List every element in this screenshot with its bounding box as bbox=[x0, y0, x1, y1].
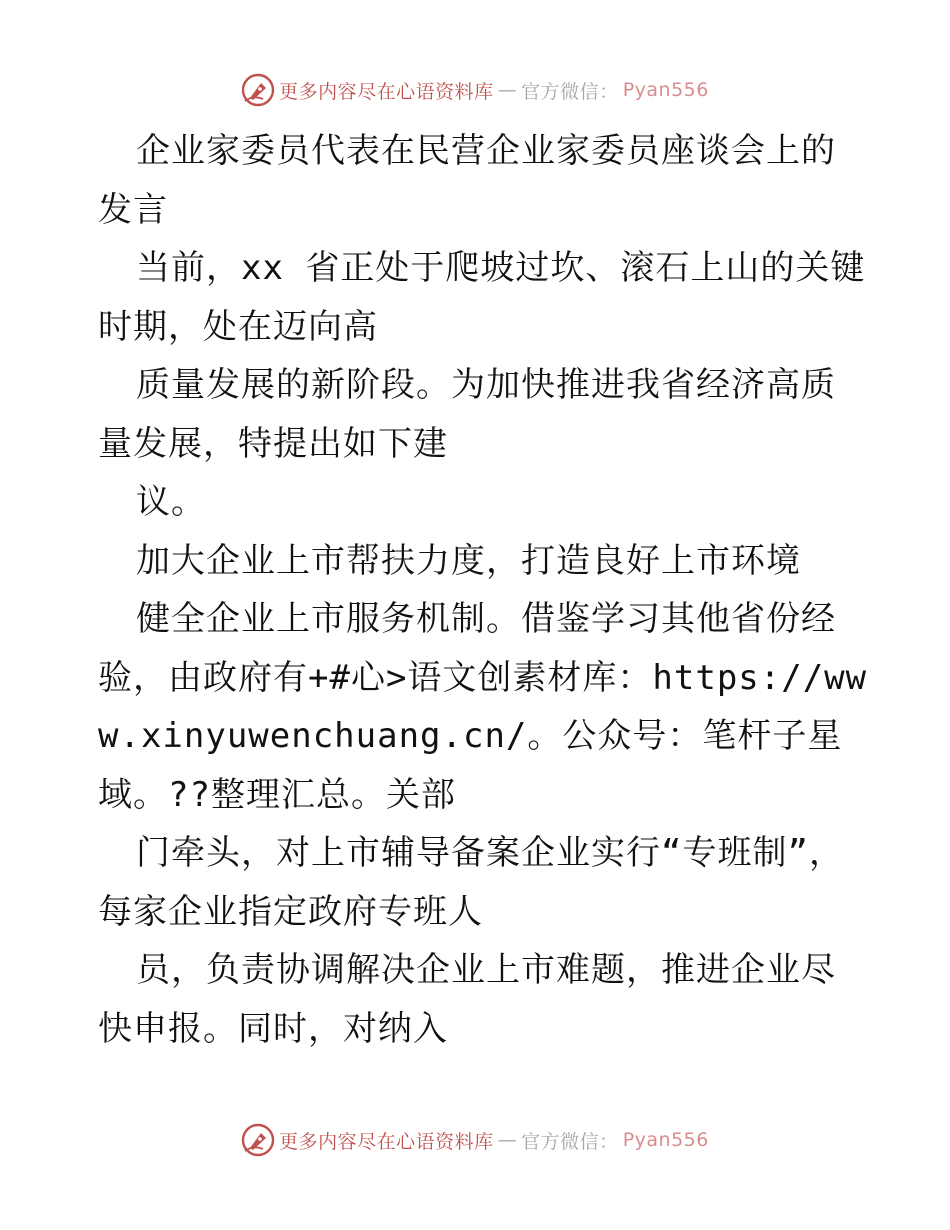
watermark-brand: 更多内容尽在心语资料库 bbox=[279, 80, 494, 103]
watermark-brand: 更多内容尽在心语资料库 bbox=[279, 1130, 494, 1153]
paragraph: 健全企业上市服务机制。借鉴学习其他省份经验，由政府有+#心>语文创素材库：https://www.xinyuwenchuang.cn/。公众号：笔杆子星域。??整理汇总。关部 bbox=[98, 599, 868, 815]
pen-nib-logo-icon bbox=[241, 73, 275, 107]
header-watermark bbox=[0, 72, 950, 108]
pen-nib-logo-icon bbox=[241, 1123, 275, 1157]
paragraph: 当前，xx 省正处于爬坡过坎、滚石上山的关键时期，处在迈向高 bbox=[98, 248, 866, 347]
document-body bbox=[98, 122, 868, 1058]
paragraph: 质量发展的新阶段。为加快推进我省经济高质量发展，特提出如下建 bbox=[98, 365, 836, 464]
watermark-dash: — bbox=[497, 1129, 518, 1151]
section-heading: 加大企业上市帮扶力度，打造良好上市环境 bbox=[136, 540, 801, 581]
paragraph: 议。 bbox=[136, 482, 206, 522]
watermark-dash: — bbox=[497, 79, 518, 101]
paragraph: 门牵头，对上市辅导备案企业实行“专班制”，每家企业指定政府专班人 bbox=[98, 833, 844, 932]
paragraph: 员，负责协调解决企业上市难题，推进企业尽快申报。同时，对纳入 bbox=[98, 950, 836, 1049]
footer-watermark bbox=[0, 1122, 950, 1158]
watermark-id: Pyan556 bbox=[622, 79, 709, 101]
watermark-label: 官方微信： bbox=[521, 80, 619, 103]
watermark-label: 官方微信： bbox=[521, 1130, 619, 1153]
document-title: 企业家委员代表在民营企业家委员座谈会上的发言 bbox=[98, 131, 836, 230]
watermark-id: Pyan556 bbox=[622, 1129, 709, 1151]
